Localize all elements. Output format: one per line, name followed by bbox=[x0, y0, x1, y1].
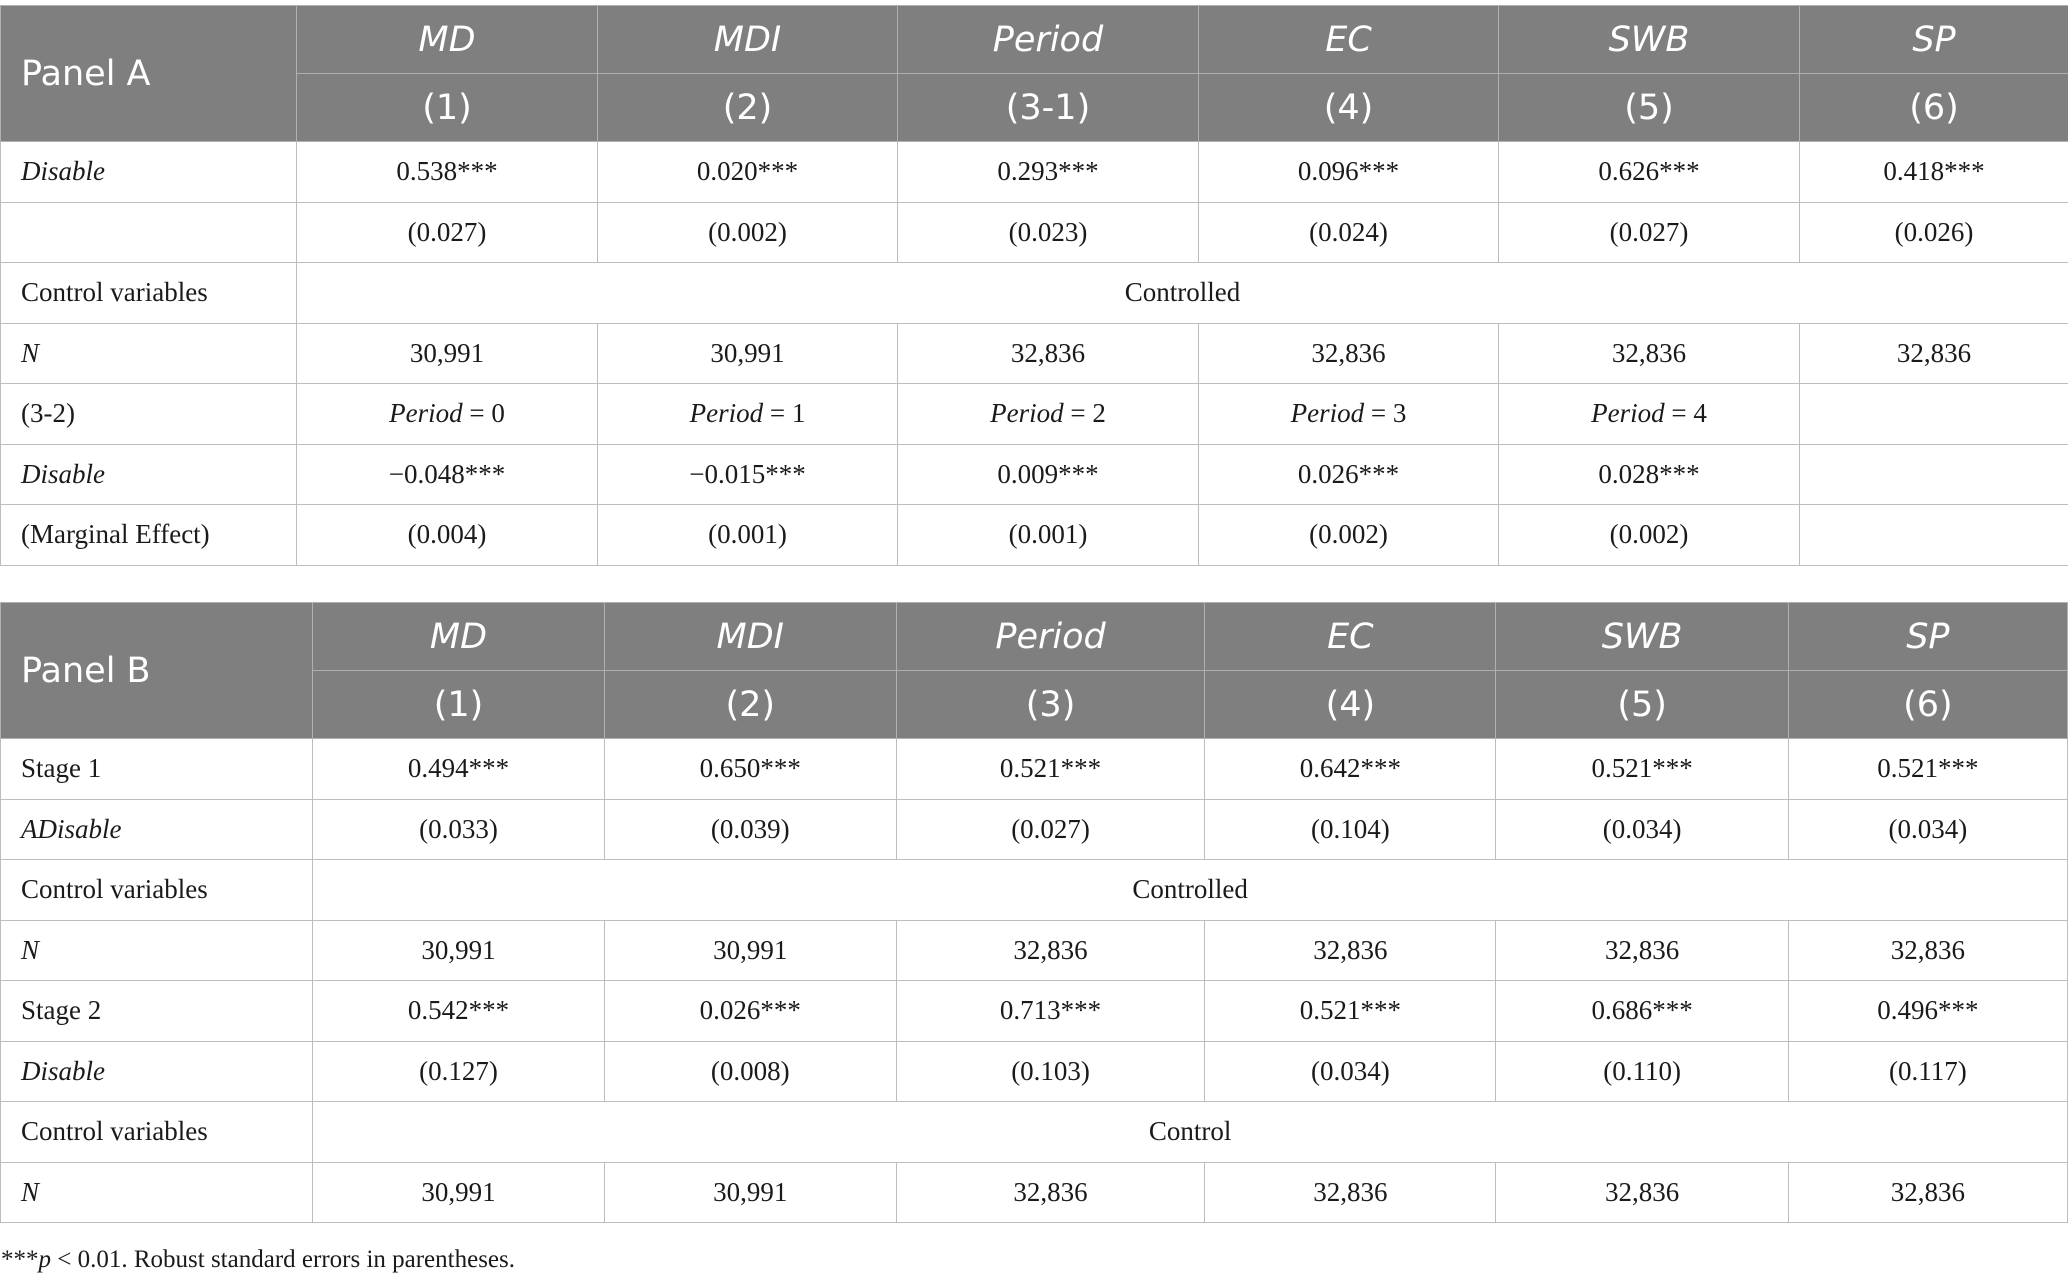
row-label: Stage 1 bbox=[1, 739, 313, 800]
panel-b-table bbox=[0, 602, 2068, 1223]
table-row bbox=[1, 739, 2068, 800]
table-row bbox=[1, 505, 2068, 566]
column-var-header: MDI bbox=[598, 6, 898, 74]
coefficient-cell: 0.713*** bbox=[896, 981, 1204, 1042]
period-cell bbox=[898, 384, 1199, 445]
coefficient-cell: 0.542*** bbox=[313, 981, 604, 1042]
column-number-header: (2) bbox=[598, 74, 898, 142]
column-number-header: (4) bbox=[1199, 74, 1499, 142]
column-number-header: (2) bbox=[604, 671, 896, 739]
coefficient-cell: 0.642*** bbox=[1205, 739, 1496, 800]
n-cell: 30,991 bbox=[313, 1162, 604, 1223]
column-var-header: EC bbox=[1205, 603, 1496, 671]
std-error-cell: (0.104) bbox=[1205, 799, 1496, 860]
std-error-cell: (0.002) bbox=[1499, 505, 1800, 566]
n-cell: 32,836 bbox=[898, 323, 1199, 384]
std-error-cell: (0.008) bbox=[604, 1041, 896, 1102]
column-var-header: MDI bbox=[604, 603, 896, 671]
column-number-header: (6) bbox=[1788, 671, 2067, 739]
period-cell bbox=[297, 384, 598, 445]
coefficient-cell: −0.015*** bbox=[598, 444, 898, 505]
footnote-p-symbol: p bbox=[38, 1246, 51, 1273]
period-value: = 4 bbox=[1671, 398, 1707, 429]
period-var: Period bbox=[389, 398, 463, 429]
std-error-cell: (0.034) bbox=[1496, 799, 1788, 860]
std-error-cell: (0.024) bbox=[1199, 202, 1499, 263]
control-status-cell: Control bbox=[313, 1102, 2068, 1163]
row-label bbox=[1, 202, 297, 263]
table-row bbox=[1, 981, 2068, 1042]
row-label: N bbox=[1, 1162, 313, 1223]
row-label: Control variables bbox=[1, 1102, 313, 1163]
row-label: (Marginal Effect) bbox=[1, 505, 297, 566]
period-var: Period bbox=[689, 398, 764, 429]
row-label: ADisable bbox=[1, 799, 313, 860]
period-cell bbox=[1199, 384, 1499, 445]
n-cell: 30,991 bbox=[297, 323, 598, 384]
coefficient-cell: 0.096*** bbox=[1199, 142, 1499, 203]
column-number-header: (4) bbox=[1205, 671, 1496, 739]
coefficient-cell: 0.538*** bbox=[297, 142, 598, 203]
std-error-cell: (0.027) bbox=[297, 202, 598, 263]
coefficient-cell: 0.293*** bbox=[898, 142, 1199, 203]
period-var: Period bbox=[1290, 398, 1365, 429]
std-error-cell: (0.033) bbox=[313, 799, 604, 860]
column-var-header: SWB bbox=[1499, 6, 1800, 74]
n-cell: 30,991 bbox=[598, 323, 898, 384]
n-cell: 32,836 bbox=[896, 920, 1204, 981]
coefficient-cell: 0.009*** bbox=[898, 444, 1199, 505]
column-number-header: (3-1) bbox=[898, 74, 1199, 142]
column-number-header: (6) bbox=[1800, 74, 2068, 142]
column-var-header: SP bbox=[1800, 6, 2068, 74]
coefficient-cell: 0.650*** bbox=[604, 739, 896, 800]
footnote-text: < 0.01. Robust standard errors in parentheses. bbox=[51, 1246, 516, 1273]
column-var-header: MD bbox=[313, 603, 604, 671]
coefficient-cell: 0.686*** bbox=[1496, 981, 1788, 1042]
coefficient-cell: 0.026*** bbox=[604, 981, 896, 1042]
row-label: N bbox=[1, 323, 297, 384]
empty-cell bbox=[1800, 384, 2068, 445]
panel-a-header-row bbox=[1, 6, 2068, 74]
n-cell: 32,836 bbox=[1800, 323, 2068, 384]
coefficient-cell: 0.521*** bbox=[1496, 739, 1788, 800]
column-var-header: SP bbox=[1788, 603, 2067, 671]
panel-a-number-row bbox=[1, 74, 2068, 142]
panel-b-label: Panel B bbox=[1, 603, 313, 739]
n-cell: 32,836 bbox=[1496, 920, 1788, 981]
row-label: Control variables bbox=[1, 860, 313, 921]
coefficient-cell: −0.048*** bbox=[297, 444, 598, 505]
column-number-header: (1) bbox=[313, 671, 604, 739]
row-label: Disable bbox=[1, 444, 297, 505]
table-row bbox=[1, 1041, 2068, 1102]
std-error-cell: (0.002) bbox=[1199, 505, 1499, 566]
std-error-cell: (0.117) bbox=[1788, 1041, 2067, 1102]
coefficient-cell: 0.418*** bbox=[1800, 142, 2068, 203]
coefficient-cell: 0.521*** bbox=[896, 739, 1204, 800]
coefficient-cell: 0.494*** bbox=[313, 739, 604, 800]
column-var-header: Period bbox=[896, 603, 1204, 671]
period-var: Period bbox=[1591, 398, 1665, 429]
table-row bbox=[1, 142, 2068, 203]
row-label: Disable bbox=[1, 1041, 313, 1102]
empty-cell bbox=[1800, 505, 2068, 566]
std-error-cell: (0.034) bbox=[1205, 1041, 1496, 1102]
std-error-cell: (0.034) bbox=[1788, 799, 2067, 860]
std-error-cell: (0.001) bbox=[898, 505, 1199, 566]
std-error-cell: (0.127) bbox=[313, 1041, 604, 1102]
coefficient-cell: 0.521*** bbox=[1205, 981, 1496, 1042]
column-number-header: (3) bbox=[896, 671, 1204, 739]
coefficient-cell: 0.028*** bbox=[1499, 444, 1800, 505]
period-value: = 3 bbox=[1370, 398, 1407, 429]
std-error-cell: (0.027) bbox=[896, 799, 1204, 860]
n-cell: 30,991 bbox=[604, 1162, 896, 1223]
table-row bbox=[1, 263, 2068, 324]
period-cell bbox=[598, 384, 898, 445]
std-error-cell: (0.026) bbox=[1800, 202, 2068, 263]
control-status-cell: Controlled bbox=[313, 860, 2068, 921]
n-cell: 32,836 bbox=[1199, 323, 1499, 384]
table-row bbox=[1, 1102, 2068, 1163]
column-number-header: (5) bbox=[1499, 74, 1800, 142]
std-error-cell: (0.004) bbox=[297, 505, 598, 566]
panel-a-label: Panel A bbox=[1, 6, 297, 142]
column-number-header: (5) bbox=[1496, 671, 1788, 739]
footnote-stars: *** bbox=[1, 1246, 39, 1273]
panel-a-table bbox=[0, 5, 2068, 566]
row-label: (3-2) bbox=[1, 384, 297, 445]
column-number-header: (1) bbox=[297, 74, 598, 142]
table-row bbox=[1, 444, 2068, 505]
table-row bbox=[1, 799, 2068, 860]
table-row bbox=[1, 384, 2068, 445]
n-cell: 32,836 bbox=[1499, 323, 1800, 384]
table-footnote bbox=[1, 1246, 515, 1274]
std-error-cell: (0.103) bbox=[896, 1041, 1204, 1102]
std-error-cell: (0.023) bbox=[898, 202, 1199, 263]
period-value: = 1 bbox=[769, 398, 806, 429]
empty-cell bbox=[1800, 444, 2068, 505]
period-var: Period bbox=[990, 398, 1064, 429]
column-var-header: SWB bbox=[1496, 603, 1788, 671]
std-error-cell: (0.039) bbox=[604, 799, 896, 860]
period-value: = 2 bbox=[1070, 398, 1106, 429]
n-cell: 30,991 bbox=[604, 920, 896, 981]
coefficient-cell: 0.626*** bbox=[1499, 142, 1800, 203]
period-value: = 0 bbox=[469, 398, 505, 429]
n-cell: 32,836 bbox=[1205, 1162, 1496, 1223]
coefficient-cell: 0.026*** bbox=[1199, 444, 1499, 505]
row-label: Disable bbox=[1, 142, 297, 203]
n-cell: 32,836 bbox=[1788, 1162, 2067, 1223]
column-var-header: EC bbox=[1199, 6, 1499, 74]
row-label: Stage 2 bbox=[1, 981, 313, 1042]
column-var-header: Period bbox=[898, 6, 1199, 74]
std-error-cell: (0.001) bbox=[598, 505, 898, 566]
std-error-cell: (0.110) bbox=[1496, 1041, 1788, 1102]
row-label: N bbox=[1, 920, 313, 981]
period-cell bbox=[1499, 384, 1800, 445]
std-error-cell: (0.002) bbox=[598, 202, 898, 263]
coefficient-cell: 0.496*** bbox=[1788, 981, 2067, 1042]
n-cell: 30,991 bbox=[313, 920, 604, 981]
n-cell: 32,836 bbox=[1788, 920, 2067, 981]
control-status-cell: Controlled bbox=[297, 263, 2068, 324]
coefficient-cell: 0.521*** bbox=[1788, 739, 2067, 800]
table-row bbox=[1, 202, 2068, 263]
n-cell: 32,836 bbox=[1205, 920, 1496, 981]
coefficient-cell: 0.020*** bbox=[598, 142, 898, 203]
column-var-header: MD bbox=[297, 6, 598, 74]
panel-b-header-row bbox=[1, 603, 2068, 671]
std-error-cell: (0.027) bbox=[1499, 202, 1800, 263]
row-label: Control variables bbox=[1, 263, 297, 324]
table-row bbox=[1, 860, 2068, 921]
n-cell: 32,836 bbox=[896, 1162, 1204, 1223]
table-row bbox=[1, 1162, 2068, 1223]
n-cell: 32,836 bbox=[1496, 1162, 1788, 1223]
table-row bbox=[1, 920, 2068, 981]
table-row bbox=[1, 323, 2068, 384]
